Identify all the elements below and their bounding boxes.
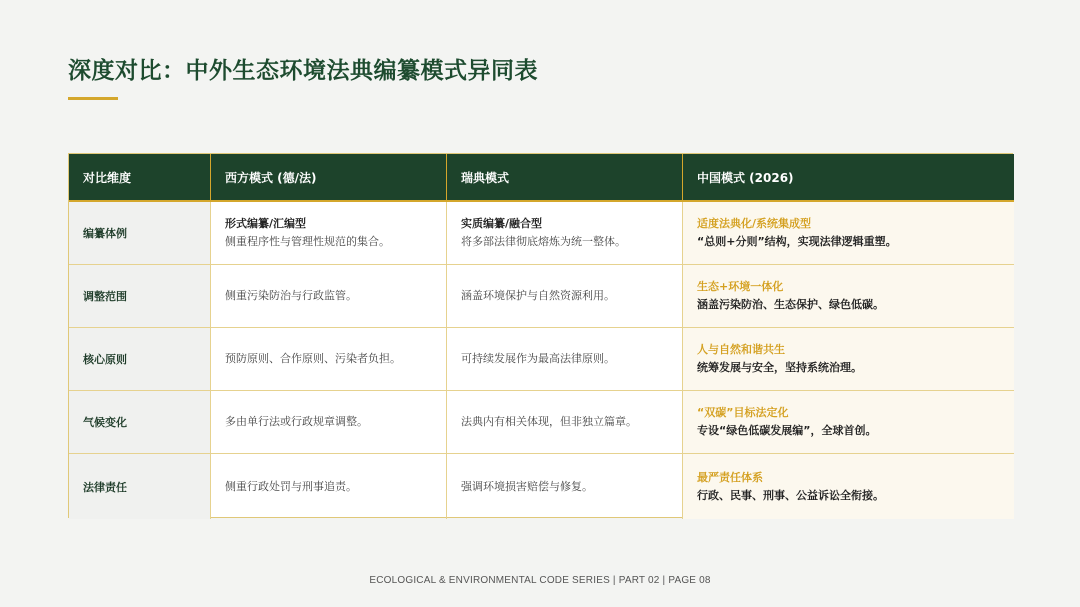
cell-swedish [447,454,683,519]
cell-text: 涵盖污染防治、生态保护、绿色低碳。 [697,298,884,311]
header-swedish-model: 瑞典模式 [447,154,683,202]
row-dimension: 调整范围 [69,265,211,328]
cell-swedish [447,265,683,328]
row-dimension: 编纂体例 [69,202,211,265]
cell-chinese [683,328,1014,391]
cell-text: 预防原则、合作原则、污染者负担。 [225,352,401,365]
comparison-table [68,153,1013,518]
cell-text: 强调环境损害赔偿与修复。 [461,479,593,493]
cell-subtitle: 实质编纂/融合型 [461,217,543,230]
cell-text: 专设“绿色低碳发展编”，全球首创。 [697,424,877,437]
cell-swedish [447,202,683,265]
cell-highlight-title: 最严责任体系 [697,470,763,484]
title-underline [68,97,118,100]
cell-text: 多由单行法或行政规章调整。 [225,415,368,428]
cell-swedish [447,391,683,454]
cell-chinese [683,202,1014,265]
cell-chinese [683,391,1014,454]
row-dimension: 核心原则 [69,328,211,391]
page-title: 深度对比：中外生态环境法典编纂模式异同表 [68,58,538,84]
cell-text: 侧重行政处罚与刑事追责。 [225,479,357,493]
header-chinese-model: 中国模式 (2026) [683,154,1014,202]
cell-western [211,265,447,328]
row-dimension: 气候变化 [69,391,211,454]
cell-western [211,328,447,391]
cell-swedish [447,328,683,391]
cell-text: 可持续发展作为最高法律原则。 [461,352,615,365]
cell-text: “总则+分则”结构，实现法律逻辑重塑。 [697,235,897,248]
cell-highlight-title: 适度法典化/系统集成型 [697,217,812,230]
cell-text: 侧重污染防治与行政监管。 [225,289,357,302]
cell-chinese [683,454,1014,519]
cell-text: 统筹发展与安全，坚持系统治理。 [697,361,862,374]
cell-subtitle: 形式编纂/汇编型 [225,217,307,230]
header-dimension: 对比维度 [69,154,211,202]
cell-western [211,202,447,265]
cell-chinese [683,265,1014,328]
cell-western [211,454,447,519]
cell-highlight-title: 人与自然和谐共生 [697,343,785,356]
row-dimension: 法律责任 [69,454,211,519]
cell-highlight-title: 生态+环境一体化 [697,280,784,293]
cell-text: 将多部法律彻底熔炼为统一整体。 [461,235,626,248]
page-footer: ECOLOGICAL & ENVIRONMENTAL CODE SERIES | PART 02 | PAGE 08 [369,575,711,586]
cell-western [211,391,447,454]
header-western-model: 西方模式 (德/法) [211,154,447,202]
cell-text: 侧重程序性与管理性规范的集合。 [225,235,390,248]
cell-text: 涵盖环境保护与自然资源利用。 [461,289,615,302]
cell-text: 行政、民事、刑事、公益诉讼全衔接。 [697,488,884,502]
cell-text: 法典内有相关体现，但非独立篇章。 [461,415,637,428]
cell-highlight-title: “双碳”目标法定化 [697,406,789,419]
